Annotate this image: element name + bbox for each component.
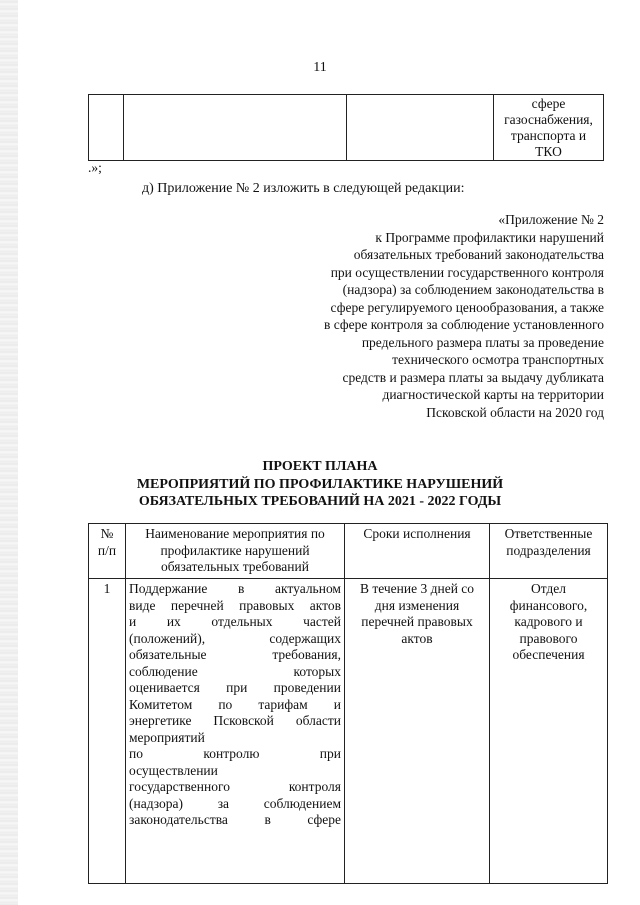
plan-title (0, 458, 640, 511)
table-cell (89, 95, 124, 161)
appendix-line: предельного размера платы за проведение (361, 334, 604, 350)
measure-word: проведении (273, 680, 341, 695)
measure-word: Комитетом (129, 696, 193, 712)
measure-name-line (129, 631, 341, 648)
measure-name-line (129, 730, 341, 747)
measure-name-line (129, 763, 341, 780)
appendix-line: средств и размера платы за выдачу дубликата (342, 369, 604, 385)
measure-word: виде (129, 597, 156, 613)
table-row (89, 579, 608, 884)
appendix-line: сфере регулируемого ценообразования, а также (330, 299, 604, 315)
measure-word: мероприятий (129, 729, 205, 745)
measure-word: осуществлении (129, 762, 218, 778)
appendix-line: Псковской области на 2020 год (426, 404, 604, 420)
measure-name-line (129, 713, 341, 730)
instruction-paragraph: д) Приложение № 2 изложить в следующей редакции: (142, 181, 465, 196)
table-cell (347, 95, 494, 161)
measure-word: соблюдение (129, 663, 198, 679)
measure-name-line (129, 614, 341, 631)
table-header-row (89, 524, 608, 579)
measure-word: в (264, 812, 271, 827)
measure-word: тарифам (258, 696, 308, 712)
measure-name-lines (129, 581, 341, 829)
appendix-line: «Приложение № 2 (498, 212, 604, 227)
measure-word: требования, (272, 647, 341, 662)
scan-edge-artifact (0, 0, 18, 905)
column-header-deadline: Сроки исполнения (345, 524, 490, 579)
measure-word: энергетике (129, 713, 192, 728)
measure-word: Поддержание (129, 581, 208, 596)
measure-word: контролю (203, 746, 260, 761)
measure-word: актов (309, 597, 341, 613)
measure-word: обязательные (129, 647, 207, 662)
appendix-line: в сфере контроля за соблюдение установленного (324, 317, 604, 332)
measure-word: которых (293, 663, 341, 679)
measure-word: при (226, 680, 248, 695)
table-cell (124, 95, 347, 161)
plan-title-line: ОБЯЗАТЕЛЬНЫХ ТРЕБОВАНИЙ НА 2021 - 2022 ГОДЫ (138, 494, 502, 509)
measure-word: их (166, 614, 181, 629)
column-header-name: Наименование мероприятия по профилактике нарушений обязательных требований (126, 524, 345, 579)
appendix-line: технического осмотра транспортных (392, 352, 604, 367)
row-number: 1 (89, 579, 126, 884)
measure-word: области (295, 713, 341, 728)
plan-table (88, 523, 608, 884)
measure-word: содержащих (269, 630, 341, 646)
responsible-text: сфере газоснабжения, транспорта и ТКО (504, 96, 593, 159)
appendix-line: диагностической карты на территории (382, 387, 604, 402)
measure-name-line (129, 796, 341, 813)
measure-word: государственного (129, 779, 230, 794)
measure-name-line (129, 680, 341, 697)
measure-word: соблюдением (263, 795, 341, 811)
measure-name-line (129, 779, 341, 796)
measure-word: перечней (170, 597, 224, 613)
appendix-line: к Программе профилактики нарушений (375, 229, 604, 245)
measure-word: при (319, 746, 341, 761)
responsible-unit: Отдел финансового, кадрового и правового обеспечения (490, 579, 608, 884)
deadline: В течение 3 дней со дня изменения перечней правовых актов (345, 579, 490, 884)
measure-word: отдельных (211, 614, 273, 629)
measure-word: оценивается (129, 680, 200, 695)
column-header-responsible: Ответственные подразделения (490, 524, 608, 579)
measure-word: частей (303, 614, 341, 629)
measure-word: за (217, 795, 230, 811)
measure-name-line (129, 581, 341, 598)
page-number: 11 (313, 60, 327, 75)
appendix-header (270, 211, 604, 421)
measure-word: Псковской (213, 713, 274, 728)
measure-name (126, 579, 345, 884)
measure-word: законодательства (129, 812, 228, 827)
measure-word: в (238, 581, 245, 596)
appendix-line: (надзора) за соблюдением законодательства в (342, 282, 604, 297)
measure-name-line (129, 746, 341, 763)
measure-word: правовых (239, 597, 295, 613)
plan-title-line: ПРОЕКТ ПЛАНА (262, 459, 378, 474)
measure-word: по (218, 696, 233, 712)
plan-title-line: МЕРОПРИЯТИЙ ПО ПРОФИЛАКТИКЕ НАРУШЕНИЙ (136, 476, 504, 492)
measure-name-line (129, 647, 341, 664)
measure-word: (надзора) (129, 795, 183, 811)
measure-name-line (129, 697, 341, 714)
measure-word: актуальном (275, 581, 341, 596)
measure-word: сфере (307, 812, 341, 827)
table-row (89, 95, 604, 161)
column-header-number: № п/п (89, 524, 126, 579)
measure-name-line (129, 664, 341, 681)
measure-name-line (129, 812, 341, 829)
table-cell (494, 95, 604, 161)
appendix-line: при осуществлении государственного контроля (330, 264, 604, 280)
measure-word: по (129, 746, 143, 761)
measure-word: (положений), (129, 630, 206, 646)
measure-word: и (129, 614, 137, 629)
appendix-line: обязательных требований законодательства (353, 247, 604, 262)
measure-name-line (129, 598, 341, 615)
measure-word: и (333, 696, 341, 712)
measure-word: контроля (288, 779, 341, 794)
continuation-table (88, 94, 604, 161)
closing-quote-mark: .»; (88, 160, 102, 175)
